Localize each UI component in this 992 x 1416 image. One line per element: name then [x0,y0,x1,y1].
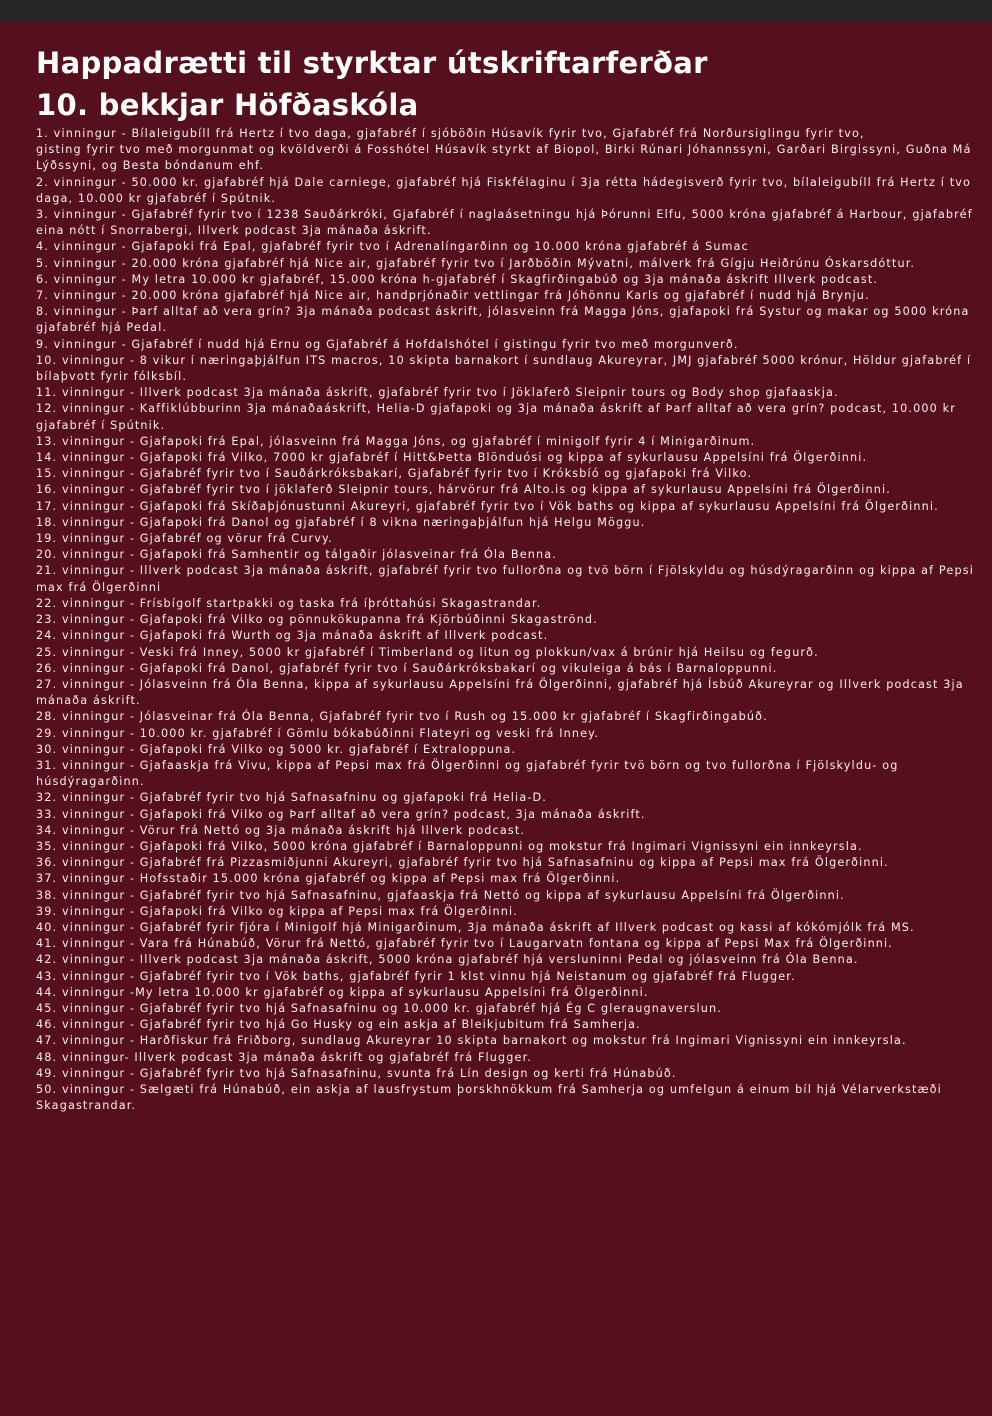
prize-item: gisting fyrir tvo með morgunmat og kvöldverði á Fosshótel Húsavík styrkt af Biopol, Birki Rúnari Jóhannssyni, Garðari Birgissyni, Guðna Má Lýðssyni, og Besta bóndanum ehf. [36,143,972,173]
prize-item: 50. vinningur - Sælgæti frá Húnabúð, ein askja af lausfrystum þorskhnökkum frá Samherja og umfelgun á einum bíl hjá Vélarverkstæði Skagastrandar. [36,1082,942,1113]
prize-item: 15. vinningur - Gjafabréf fyrir tvo í Sauðárkróksbakarí, Gjafabréf fyrir tvo í Króksbíó og gjafapoki frá Vilko. [36,467,753,481]
prize-item: 1. vinningur - Bílaleigubíll frá Hertz í tvo daga, gjafabréf í sjóböðin Húsavík fyrir tvo, Gjafabréf frá Norðursiglingu fyrir tvo, [36,127,865,140]
prize-item: 40. vinningur - Gjafabréf fyrir fjóra í Minigolf hjá Minigarðinum, 3ja mánaða áskrift af Illverk podcast og kassi af kókómjólk frá MS. [36,920,915,934]
prize-item: 5. vinningur - 20.000 króna gjafabréf hjá Nice air, gjafabréf fyrir tvo í Jarðböðin Mývatni, málverk frá Gígju Heiðrúnu Óskarsdóttur. [36,256,916,270]
prize-item: 39. vinningur - Gjafapoki frá Vilko og kippa af Pepsi max frá Ölgerðinni. [36,904,518,918]
prize-item: 14. vinningur - Gjafapoki frá Vilko, 7000 kr gjafabréf í Hitt&Þetta Blönduósi og kippa af sykurlausu Appelsíni frá Ölgerðinni. [36,451,868,465]
prize-item: 23. vinningur - Gjafapoki frá Vilko og pönnukökupanna frá Kjörbúðinni Skagaströnd. [36,613,598,627]
prize-item: 6. vinningur - My letra 10.000 kr gjafabréf, 15.000 króna h-gjafabréf í Skagfirðingabúð og 3ja mánaða áskrift Illverk podcast. [36,272,879,286]
prize-item: 18. vinningur - Gjafapoki frá Danol og gjafabréf í 8 vikna næringaþjálfun hjá Helgu Möggu. [36,515,646,529]
prize-item: 28. vinningur - Jólasveinar frá Óla Benna, Gjafabréf fyrir tvo í Rush og 15.000 kr gjafabréf í Skagfirðingabúð. [36,710,768,724]
prize-item: 4. vinningur - Gjafapoki frá Epal, gjafabréf fyrir tvo í Adrenalíngarðinn og 10.000 króna gjafabréf á Sumac [36,240,749,254]
prize-item: 19. vinningur - Gjafabréf og vörur frá Curvy. [36,532,333,546]
prize-item: 32. vinningur - Gjafabréf fyrir tvo hjá Safnasafninu og gjafapoki frá Helia-D. [36,791,547,805]
prize-item: 44. vinningur -My letra 10.000 kr gjafabréf og kippa af sykurlausu Appelsíni frá Ölgerðinni. [36,985,649,999]
prize-item: 29. vinningur - 10.000 kr. gjafabréf í Gömlu bókabúðinni Flateyri og veski frá Inney. [36,726,600,740]
prize-item: 25. vinningur - Veski frá Inney, 5000 kr gjafabréf í Timberland og litun og plokkun/vax á brúnir hjá Heilsu og fegurð. [36,645,819,659]
page-title [36,42,978,126]
prize-item: 24. vinningur - Gjafapoki frá Wurth og 3ja mánaða áskrift af Illverk podcast. [36,629,549,643]
prize-item: 34. vinningur - Vörur frá Nettó og 3ja mánaða áskrift hjá Illverk podcast. [36,823,526,837]
prize-item: 42. vinningur - Illverk podcast 3ja mánaða áskrift, 5000 króna gjafabréf hjá versluninni Pedal og jólasveinn frá Óla Benna. [36,953,859,967]
prize-item: 7. vinningur - 20.000 króna gjafabréf hjá Nice air, handprjónaðir vettlingar frá Jóhönnu Karls og gjafabréf í nudd hjá Brynju. [36,289,870,303]
prize-item: 30. vinningur - Gjafapoki frá Vilko og 5000 kr. gjafabréf í Extraloppuna. [36,742,517,756]
prize-item: 41. vinningur - Vara frá Húnabúð, Vörur frá Nettó, gjafabréf fyrir tvo í Laugarvatn fontana og kippa af Pepsi Max frá Ölgerðinni. [36,937,894,951]
prize-item: 31. vinningur - Gjafaaskja frá Vivu, kippa af Pepsi max frá Ölgerðinni og gjafabréf fyrir tvö börn og tvo fullorðna í Fjölskyldu- og húsdýragarðinn. [36,758,899,789]
prize-item: 16. vinningur - Gjafabréf fyrir tvo í jöklaferð Sleipnir tours, hárvörur frá Alto.is og kippa af sykurlausu Appelsíni frá Ölgerðinni. [36,483,891,497]
prize-item: 33. vinningur - Gjafapoki frá Vilko og Þarf alltaf að vera grín? podcast, 3ja mánaða áskrift. [36,807,646,821]
prize-item: 37. vinningur - Hofsstaðir 15.000 króna gjafabréf og kippa af Pepsi max frá Ölgerðinni. [36,872,621,886]
prize-item: 45. vinningur - Gjafabréf fyrir tvo hjá Safnasafninu og 10.000 kr. gjafabréf hjá Ég C gleraugnaverslun. [36,1001,722,1015]
prize-item: 35. vinningur - Gjafapoki frá Vilko, 5000 króna gjafabréf í Barnaloppunni og mokstur frá Ingimari Vignissyni ein innkeyrsla. [36,839,863,853]
raffle-poster [0,22,992,1416]
title-line-2: 10. bekkjar Höfðaskóla [36,88,419,122]
title-line-1: Happadrætti til styrktar útskriftarferðar [36,46,708,80]
top-bar [0,0,992,22]
prize-item: 22. vinningur - Frísbígolf startpakki og taska frá íþróttahúsi Skagastrandar. [36,596,542,610]
prize-item: 20. vinningur - Gjafapoki frá Samhentir og tálgaðir jólasveinar frá Óla Benna. [36,548,557,562]
prize-item: 17. vinningur - Gjafapoki frá Skíðaþjónustunni Akureyri, gjafabréf fyrir tvo í Vök baths og kippa af sykurlausu Appelsíni frá Ölgerðinni. [36,499,939,513]
prize-item: 27. vinningur - Jólasveinn frá Óla Benna, kippa af sykurlausu Appelsíni frá Ölgerðinni, gjafabréf hjá Ísbúð Akureyrar og Illverk podcast 3ja mánaða áskrift. [36,677,964,708]
prize-item: 46. vinningur - Gjafabréf fyrir tvo hjá Go Husky og ein askja af Bleikjubitum frá Samherja. [36,1018,641,1032]
prize-item: 47. vinningur - Harðfiskur frá Friðborg, sundlaug Akureyrar 10 skipta barnakort og mokstur frá Ingimari Vignissyni ein innkeyrsla. [36,1034,907,1048]
prize-item: 2. vinningur - 50.000 kr. gjafabréf hjá Dale carniege, gjafabréf hjá Fiskfélaginu í 3ja rétta hádegisverð fyrir tvo, bílaleigubíll frá Hertz í tvo daga, 10.000 kr gjafabréf í Spútnik. [36,175,972,205]
prize-item: 11. vinningur - Illverk podcast 3ja mánaða áskrift, gjafabréf fyrir tvo í Jöklaferð Sleipnir tours og Body shop gjafaaskja. [36,386,839,400]
prize-item: 13. vinningur - Gjafapoki frá Epal, jólasveinn frá Magga Jóns, og gjafabréf í minigolf fyrir 4 í Minigarðinum. [36,434,756,448]
prize-item: 38. vinningur - Gjafabréf fyrir tvo hjá Safnasafninu, gjafaaskja frá Nettó og kippa af sykurlausu Appelsíni frá Ölgerðinni. [36,888,845,902]
prize-item: 43. vinningur - Gjafabréf fyrir tvo í Vök baths, gjafabréf fyrir 1 klst vinnu hjá Neistanum og gjafabréf frá Flugger. [36,969,796,983]
prize-item: 21. vinningur - Illverk podcast 3ja mánaða áskrift, gjafabréf fyrir tvo fullorðna og tvö börn í Fjölskyldu og húsdýragarðinn og kippa af Pepsi max frá Ölgerðinni [36,564,974,594]
prize-item: 12. vinningur - Kaffiklúbburinn 3ja mánaðaáskrift, Helia-D gjafapoki og 3ja mánaða áskrift af Þarf alltaf að vera grín? podcast, 10.000 kr gjafabréf í Spútnik. [36,402,957,432]
prize-item: 26. vinningur - Gjafapoki frá Danol, gjafabréf fyrir tvo í Sauðárkróksbakarí og vikuleiga á bás í Barnaloppunni. [36,661,778,675]
prize-item: 48. vinningur- Illverk podcast 3ja mánaða áskrift og gjafabréf frá Flugger. [36,1050,532,1064]
prize-item: 8. vinningur - Þarf alltaf að vera grín? 3ja mánaða podcast áskrift, jólasveinn frá Magga Jóns, gjafapoki frá Systur og makar og 5000 króna gjafabréf hjá Pedal. [36,305,970,335]
prize-item: 9. vinningur - Gjafabréf í nudd hjá Ernu og Gjafabréf á Hofdalshótel í gistingu fyrir tvo með morgunverð. [36,337,739,351]
prize-list [36,126,978,1114]
prize-item: 3. vinningur - Gjafabréf fyrir tvo í 1238 Sauðárkróki, Gjafabréf í naglaásetningu hjá Þórunni Elfu, 5000 króna gjafabréf á Harbour, gjafabréf eina nótt í Snorrabergi, Illverk podcast 3ja mánaða áskrift. [36,208,973,238]
prize-item: 36. vinningur - Gjafabréf frá Pizzasmiðjunni Akureyri, gjafabréf fyrir tvo hjá Safnasafninu og kippa af Pepsi max frá Ölgerðinni. [36,856,889,870]
prize-item: 49. vinningur - Gjafabréf fyrir tvo hjá Safnasafninu, svunta frá Lín design og kerti frá Húnabúð. [36,1066,677,1080]
prize-item: 10. vinningur - 8 vikur í næringaþjálfun ITS macros, 10 skipta barnakort í sundlaug Akureyrar, JMJ gjafabréf 5000 krónur, Höldur gjafabréf í bílaþvott fyrir fólksbíl. [36,353,972,384]
